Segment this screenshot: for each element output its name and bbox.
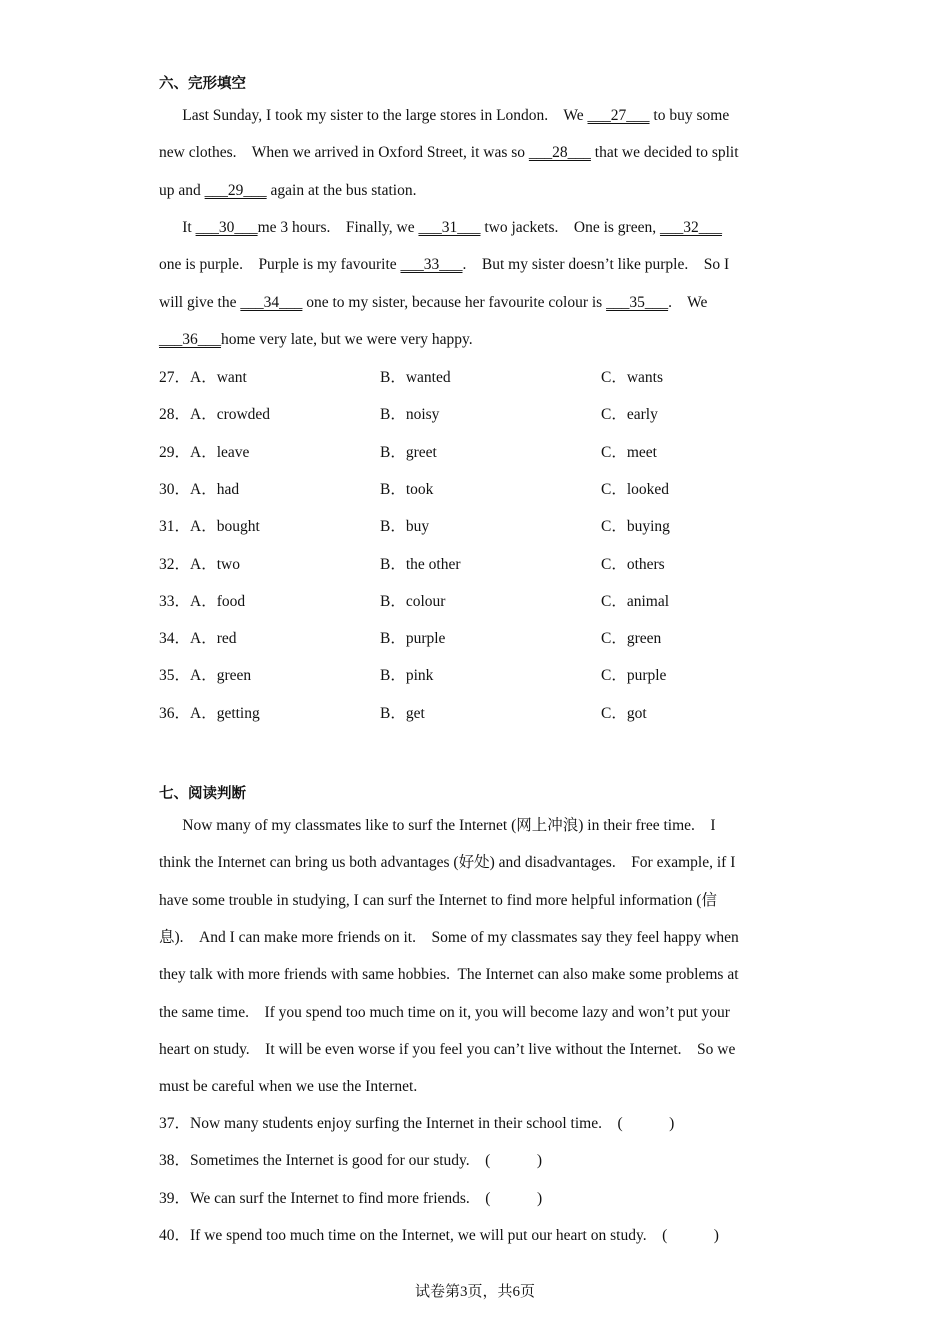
- option-a: 32．A．two: [159, 555, 240, 573]
- passage-text: . We: [668, 293, 708, 311]
- passage-text: up and: [159, 181, 205, 199]
- option-c: C．looked: [601, 480, 670, 498]
- option-b: B．greet: [380, 443, 437, 461]
- option-c: C．others: [601, 555, 665, 573]
- passage-line: [159, 181, 416, 201]
- option-a: 27．A．want: [159, 369, 247, 386]
- passage-line: [159, 293, 707, 313]
- passage-line: [159, 143, 739, 163]
- section7-heading: 七、阅读判断: [159, 786, 246, 802]
- option-c: C．early: [601, 406, 658, 424]
- passage-text: new clothes. When we arrived in Oxford Street, it was so: [159, 144, 529, 162]
- blank: ___35___: [606, 293, 669, 311]
- passage-text: It: [159, 218, 196, 236]
- passage-line: have some trouble in studying, I can surf the Internet to find more helpful information (信: [159, 891, 717, 909]
- passage-line: 息). And I can make more friends on it. Some of my classmates say they feel happy when: [159, 928, 739, 946]
- option-a: 31．A．bought: [159, 518, 260, 536]
- option-b: B．purple: [380, 630, 446, 648]
- option-b: B．the other: [380, 555, 461, 573]
- option-c: C．buying: [601, 518, 670, 536]
- option-c: C．got: [601, 704, 647, 722]
- option-a: 33．A．food: [159, 592, 246, 610]
- passage-line: heart on study. It will be even worse if you feel you can’t live without the Internet. So we: [159, 1040, 736, 1058]
- option-c: C．purple: [601, 667, 667, 685]
- option-a: 34．A．red: [159, 630, 237, 648]
- option-a: 36．A．getting: [159, 704, 260, 722]
- passage-line: think the Internet can bring us both advantages (好处) and disadvantages. For example, if I: [159, 854, 736, 872]
- option-b: B．colour: [380, 592, 446, 610]
- option-c: C．wants: [601, 369, 664, 386]
- blank: ___33___: [400, 256, 463, 274]
- blank: ___31___: [418, 218, 481, 236]
- option-b: B．noisy: [380, 406, 440, 424]
- option-a: 30．A．had: [159, 480, 240, 498]
- passage-text: home very late, but we were very happy.: [221, 330, 473, 348]
- option-b: B．buy: [380, 518, 430, 536]
- option-a: 35．A．green: [159, 667, 252, 685]
- passage-text: . But my sister doesn’t like purple. So I: [462, 256, 730, 274]
- passage-line: [159, 106, 729, 126]
- passage-line: [159, 330, 473, 350]
- blank: ___36___: [159, 330, 221, 348]
- statement: 40．If we spend too much time on the Internet, we will put our heart on study. ( ): [159, 1226, 719, 1244]
- passage-line: [159, 218, 722, 238]
- passage-text: will give the: [159, 293, 241, 311]
- option-b: B．get: [380, 704, 425, 722]
- statement: 38．Sometimes the Internet is good for our study. ( ): [159, 1152, 542, 1170]
- passage-line: the same time. If you spend too much time on it, you will become lazy and won’t put your: [159, 1003, 730, 1021]
- passage-line: [159, 255, 729, 275]
- option-c: C．animal: [601, 592, 670, 610]
- blank: ___27___: [587, 107, 650, 124]
- statement: 37．Now many students enjoy surfing the Internet in their school time. ( ): [159, 1115, 675, 1132]
- option-b: B．took: [380, 480, 434, 498]
- passage-text: two jackets. One is green,: [480, 218, 660, 236]
- blank: ___29___: [204, 181, 267, 199]
- page-footer: 试卷第3页，共6页: [414, 1284, 535, 1300]
- option-a: 28．A．crowded: [159, 406, 271, 424]
- passage-text: to buy some: [649, 107, 730, 124]
- passage-text: me 3 hours. Finally, we: [257, 218, 419, 236]
- passage-text: one to my sister, because her favourite colour is: [302, 293, 607, 311]
- blank: ___32___: [659, 218, 722, 236]
- blank: ___34___: [240, 293, 303, 311]
- passage-line: they talk with more friends with same hobbies. The Internet can also make some problems at: [159, 966, 739, 984]
- passage-line: must be careful when we use the Internet.: [159, 1078, 418, 1096]
- passage-line: Now many of my classmates like to surf the Internet (网上冲浪) in their free time. I: [159, 817, 716, 834]
- option-b: B．pink: [380, 667, 434, 685]
- passage-text: one is purple. Purple is my favourite: [159, 256, 401, 274]
- option-a: 29．A．leave: [159, 443, 250, 461]
- section6-heading: 六、完形填空: [159, 76, 246, 92]
- option-b: B．wanted: [380, 369, 451, 386]
- passage-text: that we decided to split: [590, 144, 739, 162]
- option-c: C．green: [601, 630, 662, 648]
- statement: 39．We can surf the Internet to find more friends. ( ): [159, 1189, 543, 1207]
- blank: ___28___: [528, 144, 591, 162]
- passage-text: again at the bus station.: [266, 181, 417, 199]
- option-c: C．meet: [601, 443, 657, 461]
- blank: ___30___: [195, 218, 258, 236]
- passage-text: Last Sunday, I took my sister to the large stores in London. We: [159, 107, 588, 124]
